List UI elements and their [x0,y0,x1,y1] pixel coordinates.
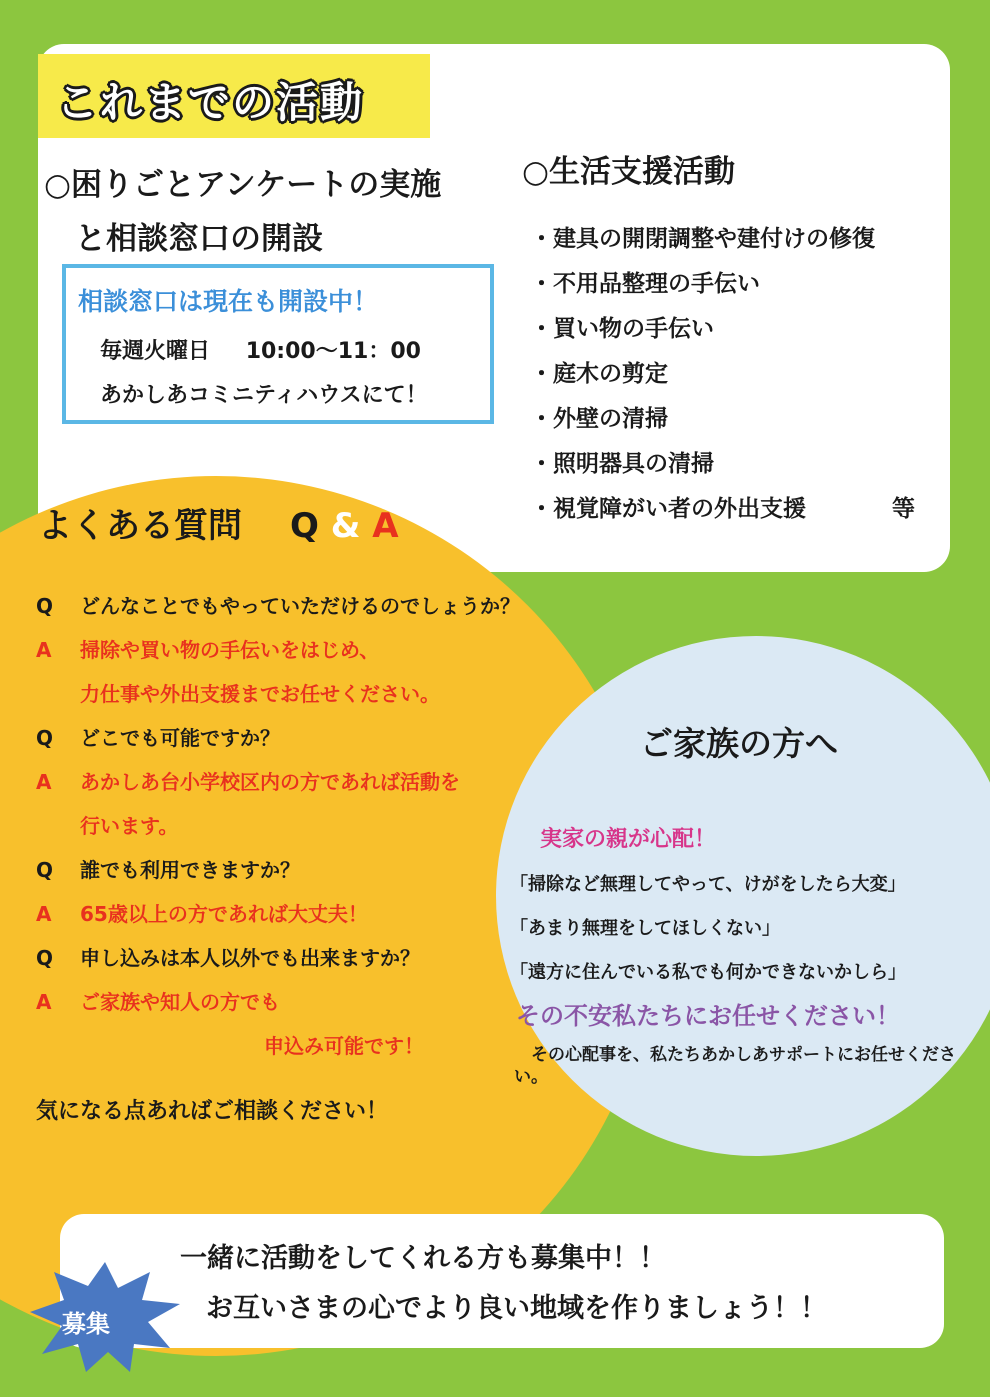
family-slogan: その不安私たちにお任せください！ [516,1002,900,1030]
consult-time: 10:00～11：00 [245,339,421,364]
family-title: ご家族の方へ [640,724,838,763]
faq-row-text: 65歳以上の方であれば大丈夫！ [80,902,368,926]
support-item: ・外壁の清掃 [530,406,668,432]
support-etc: 等 [892,496,915,522]
faq-row-text: どんなことでもやっていただけるのでしょうか？ [80,594,520,618]
support-item: ・照明器具の清掃 [530,451,714,477]
faq-row-text: 申込み可能です！ [264,1034,424,1058]
consult-box [62,264,494,424]
faq-title-text: よくある質問 [38,506,242,546]
faq-row-text: ご家族や知人の方でも [80,990,280,1014]
recruit-label: 募集 [62,1310,110,1338]
consult-box-title: 相談窓口は現在も開設中！ [78,287,379,316]
faq-row-text: 申し込みは本人以外でも出来ますか？ [80,946,420,970]
family-subtitle: 実家の親が心配！ [540,827,717,852]
recruit-line2: お互いさまの心でより良い地域を作りましょう！！ [206,1293,827,1324]
consult-day: 毎週火曜日 [100,339,211,364]
support-item: ・買い物の手伝い [530,316,714,342]
faq-title-a: A [372,506,399,546]
family-body: その心配事を、私たちあかしあサポートにお任せください。 [514,1045,956,1087]
support-item [530,492,915,537]
survey-heading-line1: ○困りごとアンケートの実施 [44,167,442,203]
faq-row-label: A [36,990,52,1014]
consult-schedule [100,334,421,365]
faq-footer: 気になる点あればご相談ください！ [36,1099,389,1124]
consult-place: あかしあコミニティハウスにて！ [100,383,428,408]
family-quote: 「掃除など無理してやって、けがをしたら大変」 [510,874,906,895]
support-heading: ○生活支援活動 [522,154,736,190]
support-item: ・庭木の剪定 [530,361,668,387]
faq-title-amp: & [330,506,361,546]
family-quote: 「あまり無理をしてほしくない」 [510,918,780,939]
faq-row-label: Q [36,858,54,882]
survey-heading-line2: と相談窓口の開設 [44,221,323,257]
support-item: ・建具の開閉調整や建付けの修復 [530,226,875,252]
faq-row [36,632,596,676]
activities-title: これまでの活動 [56,78,365,127]
faq-row [36,720,596,764]
faq-row [36,808,596,852]
faq-row-text: 誰でも利用できますか？ [80,858,300,882]
faq-row [36,676,596,720]
faq-row-text: 行います。 [80,814,179,838]
recruit-panel [60,1214,944,1348]
faq-row-label: Q [36,594,54,618]
faq-row [36,588,596,632]
faq-row [36,1028,596,1072]
faq-row-text: 力仕事や外出支援までお任せください。 [80,682,440,706]
faq-row-label: A [36,770,52,794]
faq-row-label: Q [36,726,54,750]
recruit-line1: 一緒に活動をしてくれる方も募集中！！ [180,1243,666,1274]
survey-heading [44,158,441,266]
faq-row-text: あかしあ台小学校区内の方であれば活動を [80,770,460,794]
support-list [530,222,915,537]
faq-row [36,764,596,808]
support-item: ・不用品整理の手伝い [530,271,760,297]
support-item-text: ・視覚障がい者の外出支援 [530,496,806,522]
faq-title [38,498,399,547]
faq-row-label: Q [36,946,54,970]
faq-row-label: A [36,638,52,662]
faq-row-text: 掃除や買い物の手伝いをはじめ、 [80,638,380,662]
faq-title-q: Q [290,506,319,546]
faq-row-text: どこでも可能ですか？ [80,726,280,750]
family-quotes [510,870,906,1002]
faq-row-label: A [36,902,52,926]
family-quote: 「遠方に住んでいる私でも何かできないかしら」 [510,962,906,983]
